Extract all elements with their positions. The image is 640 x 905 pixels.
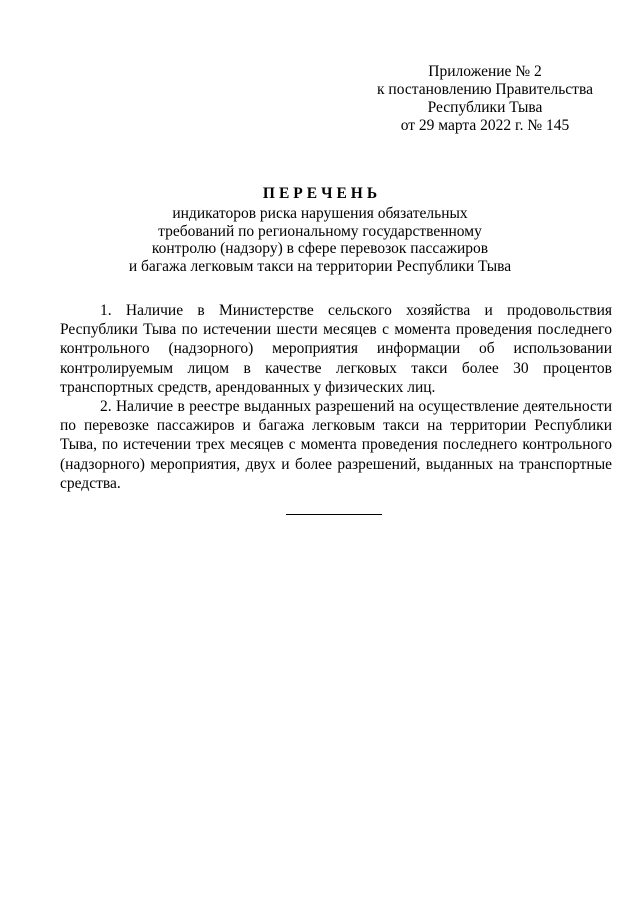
indicator-list [60,301,612,493]
attachment-date: от 29 марта 2022 г. № 145 [400,117,570,134]
subtitle-line: контролю (надзору) в сфере перевозок пассажиров [151,240,489,258]
attachment-government: Республики Тыва [427,99,543,116]
end-divider [286,514,382,515]
document-subtitle [100,205,540,275]
subtitle-line: и багажа легковым такси на территории Республики Тыва [128,257,512,275]
attachment-header [340,63,630,135]
attachment-number: Приложение № 2 [428,63,542,80]
document-title: ПЕРЕЧЕНЬ [262,185,382,202]
subtitle-line: требований по региональному государственному [158,222,482,240]
document-heading [100,183,540,275]
list-item: 1. Наличие в Министерстве сельского хозяйства и продовольствия Республики Тыва по истечении шести месяцев с момента проведения последнего контрольного (надзорного) мероприятия информации об использовании контролируемым лицом в качестве легковых такси более 30 процентов транспортных средств, арендованных у физических лиц. [60,302,612,396]
attachment-reference: к постановлению Правительства [377,81,593,98]
list-item: 2. Наличие в реестре выданных разрешений на осуществление деятельности по перевозке пассажиров и багажа легковым такси на территории Республики Тыва, по истечении трех месяцев с момента проведения последнего контрольного (надзорного) мероприятия, двух и более разрешений, выданных на транспортные средства. [60,398,612,492]
subtitle-line: индикаторов риска нарушения обязательных [172,205,468,222]
